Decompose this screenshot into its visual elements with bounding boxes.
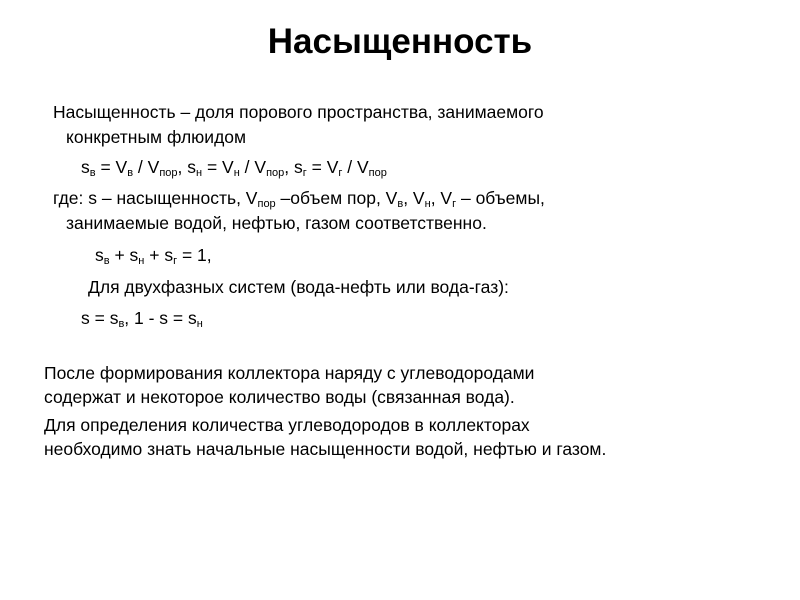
slide-title: Насыщенность [267,22,533,61]
paragraph-2-line-2: необходимо знать начальные насыщенности водой, нефтью и газом. [44,439,607,459]
paragraph-1-line-1: После формирования коллектора наряду с углеводородами [44,363,535,383]
definition-line-1: Насыщенность – доля порового пространства, занимаемого [53,102,544,122]
saturation-formula: $s_в = V_в / V_{пор}$, $s_н = V_н / V_{пор}$, $s_г = V_г / V_{пор}$ [81,157,387,179]
two-phase-text: Для двухфазных систем (вода-нефть или вода-газ): [88,277,509,297]
paragraph-1-line-2: содержат и некоторое количество воды (связанная вода). [44,387,515,407]
where-line-1: где: s – насыщенность, $V_{пор}$ –объем пор, $V_в$, $V_н$, $V_г$ – объемы, [53,188,545,210]
paragraph-2-line-1: Для определения количества углеводородов в коллекторах [44,415,530,435]
definition-line-2: конкретным флюидом [66,127,247,147]
two-phase-formula: $s = s_в$, $1 - s = s_н$ [81,308,203,330]
sum-formula: $s_в + s_н + s_г = 1$, [95,245,212,267]
where-line-2: занимаемые водой, нефтью, газом соответственно. [66,213,487,233]
